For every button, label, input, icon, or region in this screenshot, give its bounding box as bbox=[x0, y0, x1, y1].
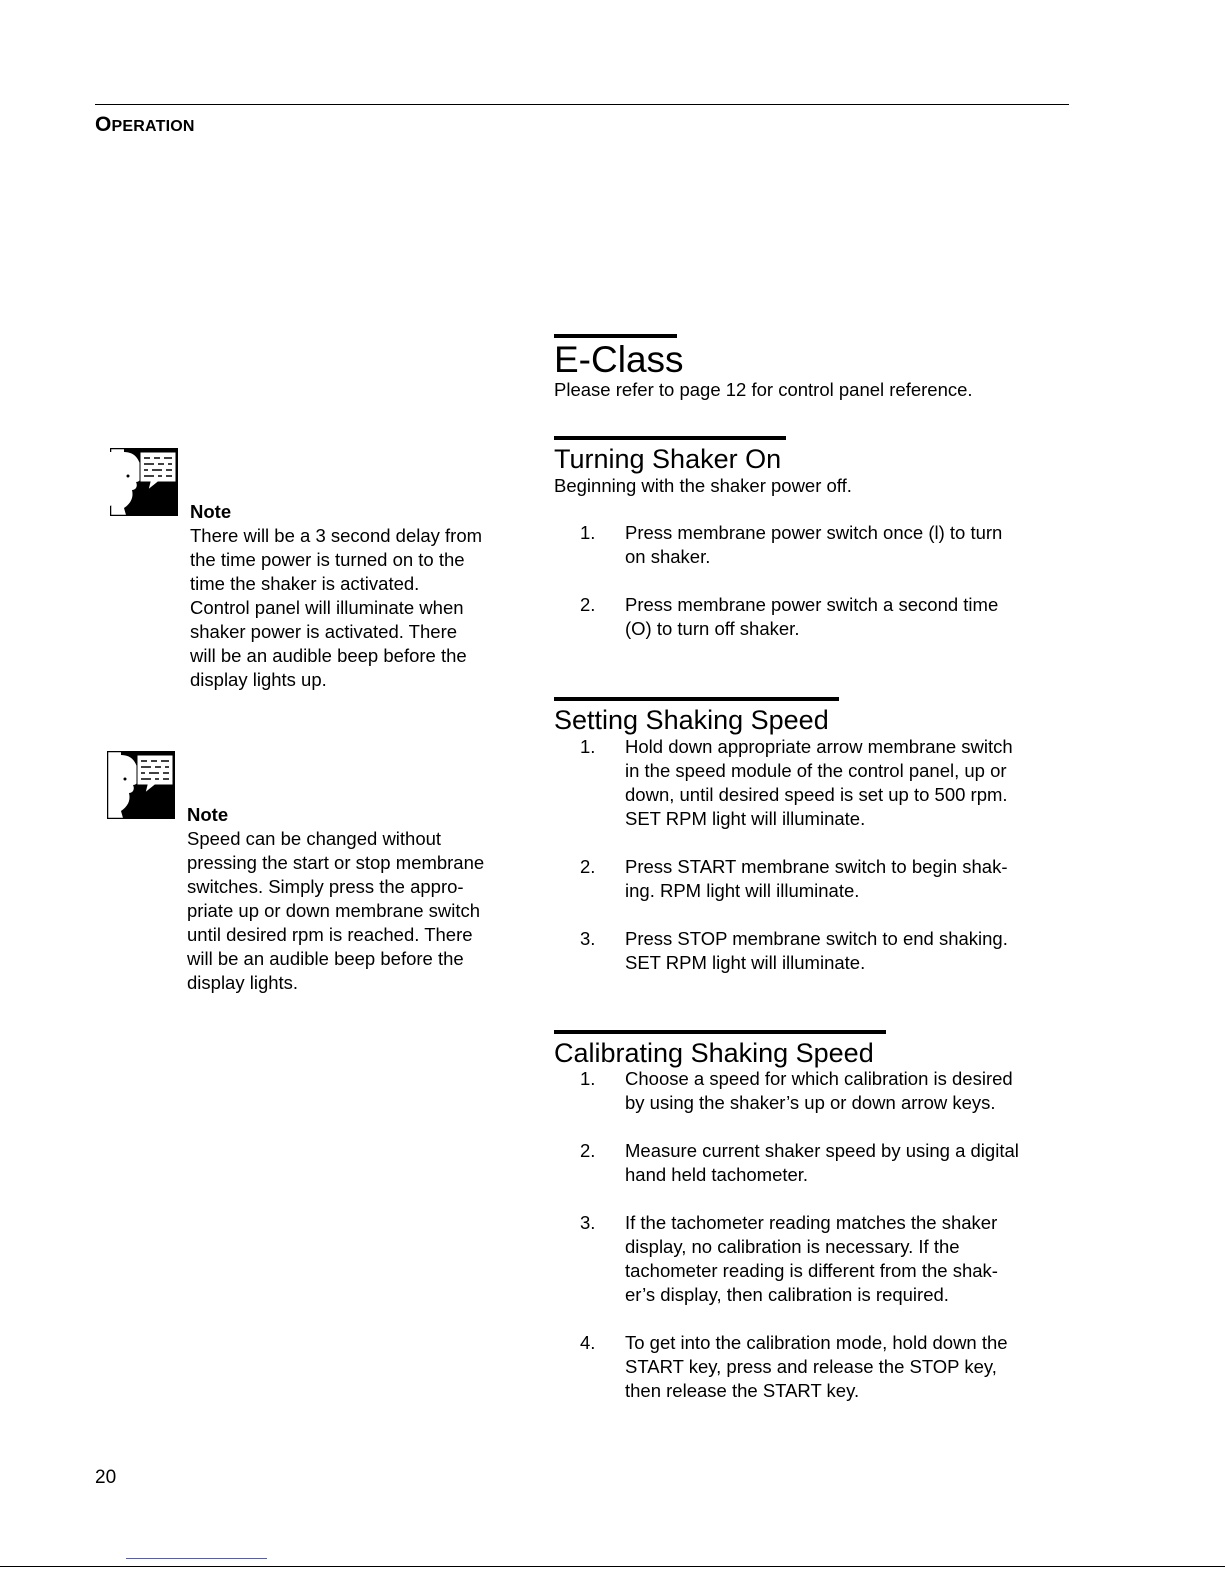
speaking-head-icon bbox=[110, 448, 178, 516]
note-label: Note bbox=[190, 501, 232, 522]
step-number: 1. bbox=[580, 736, 596, 757]
step-number: 2. bbox=[580, 594, 596, 615]
setting-speed-rule bbox=[554, 697, 839, 701]
step-text: Hold down appropriate arrow membrane switch in the speed module of the control panel, up or down, until desired speed is set up to 500 rpm. SET RPM light will illuminate. bbox=[625, 736, 1013, 829]
step-number: 1. bbox=[580, 1068, 596, 1089]
list-item bbox=[554, 521, 1074, 569]
turning-on-title: Turning Shaker On bbox=[554, 444, 782, 474]
note-text: Speed can be changed without pressing the start or stop membrane switches. Simply press the appro- priate up or down membrane switch until desired rpm is reached. There will be an audible beep before the display lights. bbox=[187, 828, 485, 993]
list-item bbox=[554, 593, 1074, 641]
eclass-intro: Please refer to page 12 for control panel reference. bbox=[554, 379, 973, 400]
page-number: 20 bbox=[95, 1467, 117, 1488]
turning-on-rule bbox=[554, 436, 786, 440]
list-item bbox=[554, 927, 1074, 975]
step-text: Press STOP membrane switch to end shaking. SET RPM light will illuminate. bbox=[625, 928, 1008, 973]
speaking-head-icon bbox=[107, 751, 175, 819]
step-text: Press membrane power switch once (l) to turn on shaker. bbox=[625, 522, 1003, 567]
list-item bbox=[554, 855, 1074, 903]
step-text: Measure current shaker speed by using a digital hand held tachometer. bbox=[625, 1140, 1019, 1185]
eclass-title: E-Class bbox=[554, 339, 684, 380]
calibrating-rule bbox=[554, 1030, 886, 1034]
step-text: Press membrane power switch a second time (O) to turn off shaker. bbox=[625, 594, 999, 639]
list-item bbox=[554, 1067, 1074, 1115]
turning-on-steps bbox=[554, 521, 1074, 665]
note-label: Note bbox=[187, 804, 229, 825]
calibrating-steps bbox=[554, 1067, 1074, 1427]
step-text: To get into the calibration mode, hold down the START key, press and release the STOP key, then release the START key. bbox=[625, 1332, 1008, 1401]
header-rule bbox=[95, 104, 1069, 105]
step-number: 2. bbox=[580, 1140, 596, 1161]
calibrating-title: Calibrating Shaking Speed bbox=[554, 1038, 874, 1068]
eclass-rule bbox=[554, 334, 677, 338]
bottom-link-underline bbox=[126, 1558, 267, 1559]
step-number: 4. bbox=[580, 1332, 596, 1353]
step-number: 3. bbox=[580, 928, 596, 949]
turning-on-intro: Beginning with the shaker power off. bbox=[554, 475, 852, 496]
step-text: If the tachometer reading matches the shaker display, no calibration is necessary. If the tachometer reading is different from the shak- er’s display, then calibration is required. bbox=[625, 1212, 998, 1305]
step-text: Press START membrane switch to begin shak- ing. RPM light will illuminate. bbox=[625, 856, 1008, 901]
note-text: There will be a 3 second delay from the time power is turned on to the time the shaker is activated. Control panel will illuminate when shaker power is activated. There will be an audible beep before the display lights up. bbox=[190, 525, 483, 690]
step-text: Choose a speed for which calibration is desired by using the shaker’s up or down arrow keys. bbox=[625, 1068, 1013, 1113]
list-item bbox=[554, 1331, 1074, 1403]
list-item bbox=[554, 1211, 1074, 1307]
step-number: 1. bbox=[580, 522, 596, 543]
step-number: 3. bbox=[580, 1212, 596, 1233]
step-number: 2. bbox=[580, 856, 596, 877]
setting-speed-steps bbox=[554, 735, 1074, 999]
list-item bbox=[554, 735, 1074, 831]
section-header-title: OPERATION bbox=[95, 113, 195, 136]
list-item bbox=[554, 1139, 1074, 1187]
setting-speed-title: Setting Shaking Speed bbox=[554, 705, 829, 735]
page-bottom-rule bbox=[0, 1566, 1225, 1567]
